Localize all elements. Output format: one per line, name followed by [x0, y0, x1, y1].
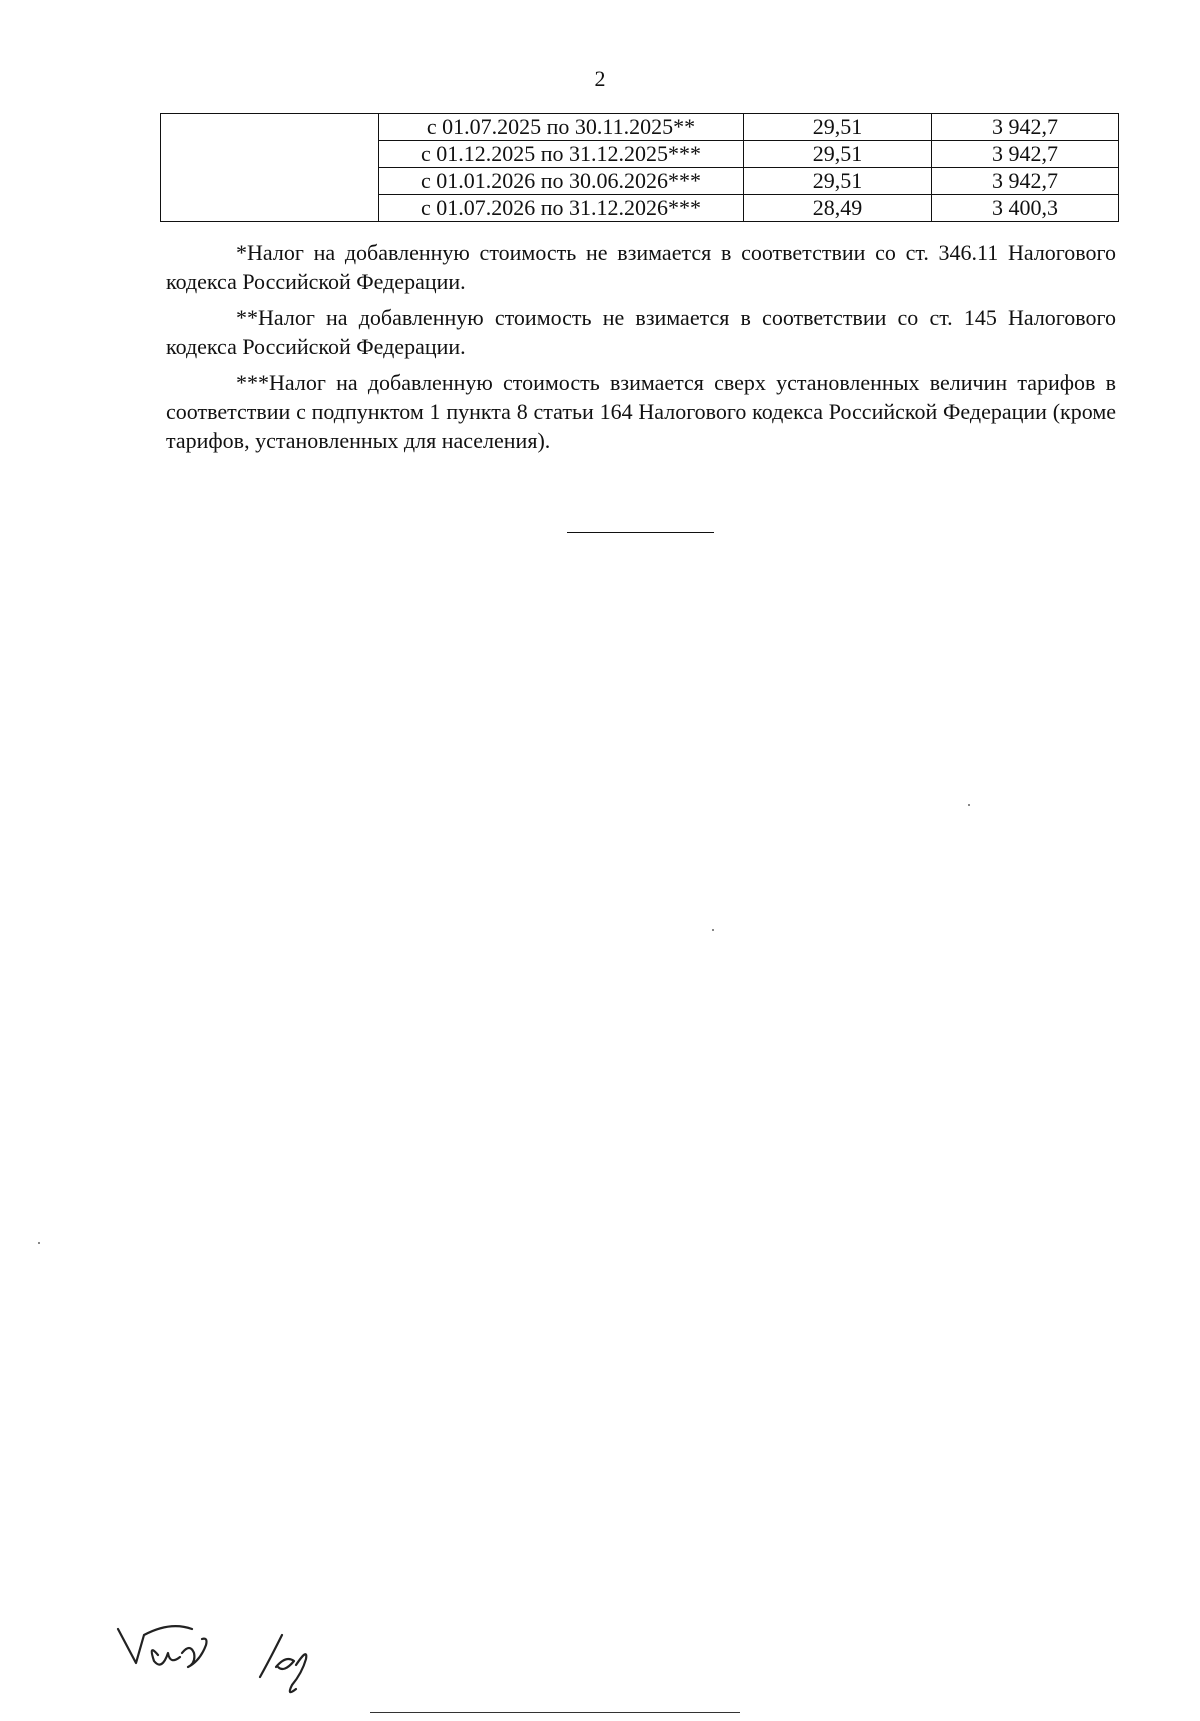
period-cell: с 01.01.2026 по 30.06.2026***: [379, 168, 744, 195]
handwritten-initials-signature: [110, 1615, 370, 1710]
scan-speck: [712, 929, 714, 931]
end-of-document-rule: [567, 532, 714, 533]
period-cell: с 01.07.2025 по 30.11.2025**: [379, 114, 744, 141]
tariff-table: [160, 113, 1119, 222]
footnotes: [166, 238, 1116, 462]
scan-speck: [38, 1242, 40, 1244]
rate-cell: 29,51: [744, 168, 932, 195]
rate-cell: 29,51: [744, 141, 932, 168]
rate-cell: 29,51: [744, 114, 932, 141]
rate-cell: 28,49: [744, 195, 932, 222]
scan-speck: [968, 804, 970, 806]
period-cell: с 01.12.2025 по 31.12.2025***: [379, 141, 744, 168]
value-cell: 3 942,7: [932, 114, 1119, 141]
bottom-rule: [370, 1712, 740, 1713]
value-cell: 3 942,7: [932, 141, 1119, 168]
footnote-vat-164: ***Налог на добавленную стоимость взимается сверх установленных величин тарифов в соответствии с подпунктом 1 пункта 8 статьи 164 Налогового кодекса Российской Федерации (кроме тарифов, установленных для населения).: [166, 370, 1116, 453]
page-number: 2: [594, 66, 606, 91]
merged-empty-cell: [161, 114, 379, 222]
period-cell: с 01.07.2026 по 31.12.2026***: [379, 195, 744, 222]
value-cell: 3 942,7: [932, 168, 1119, 195]
table-row: [161, 114, 1119, 141]
value-cell: 3 400,3: [932, 195, 1119, 222]
footnote-vat-346: *Налог на добавленную стоимость не взимается в соответствии со ст. 346.11 Налогового кодекса Российской Федерации.: [166, 240, 1116, 294]
footnote-vat-145: **Налог на добавленную стоимость не взимается в соответствии со ст. 145 Налогового кодекса Российской Федерации.: [166, 305, 1116, 359]
